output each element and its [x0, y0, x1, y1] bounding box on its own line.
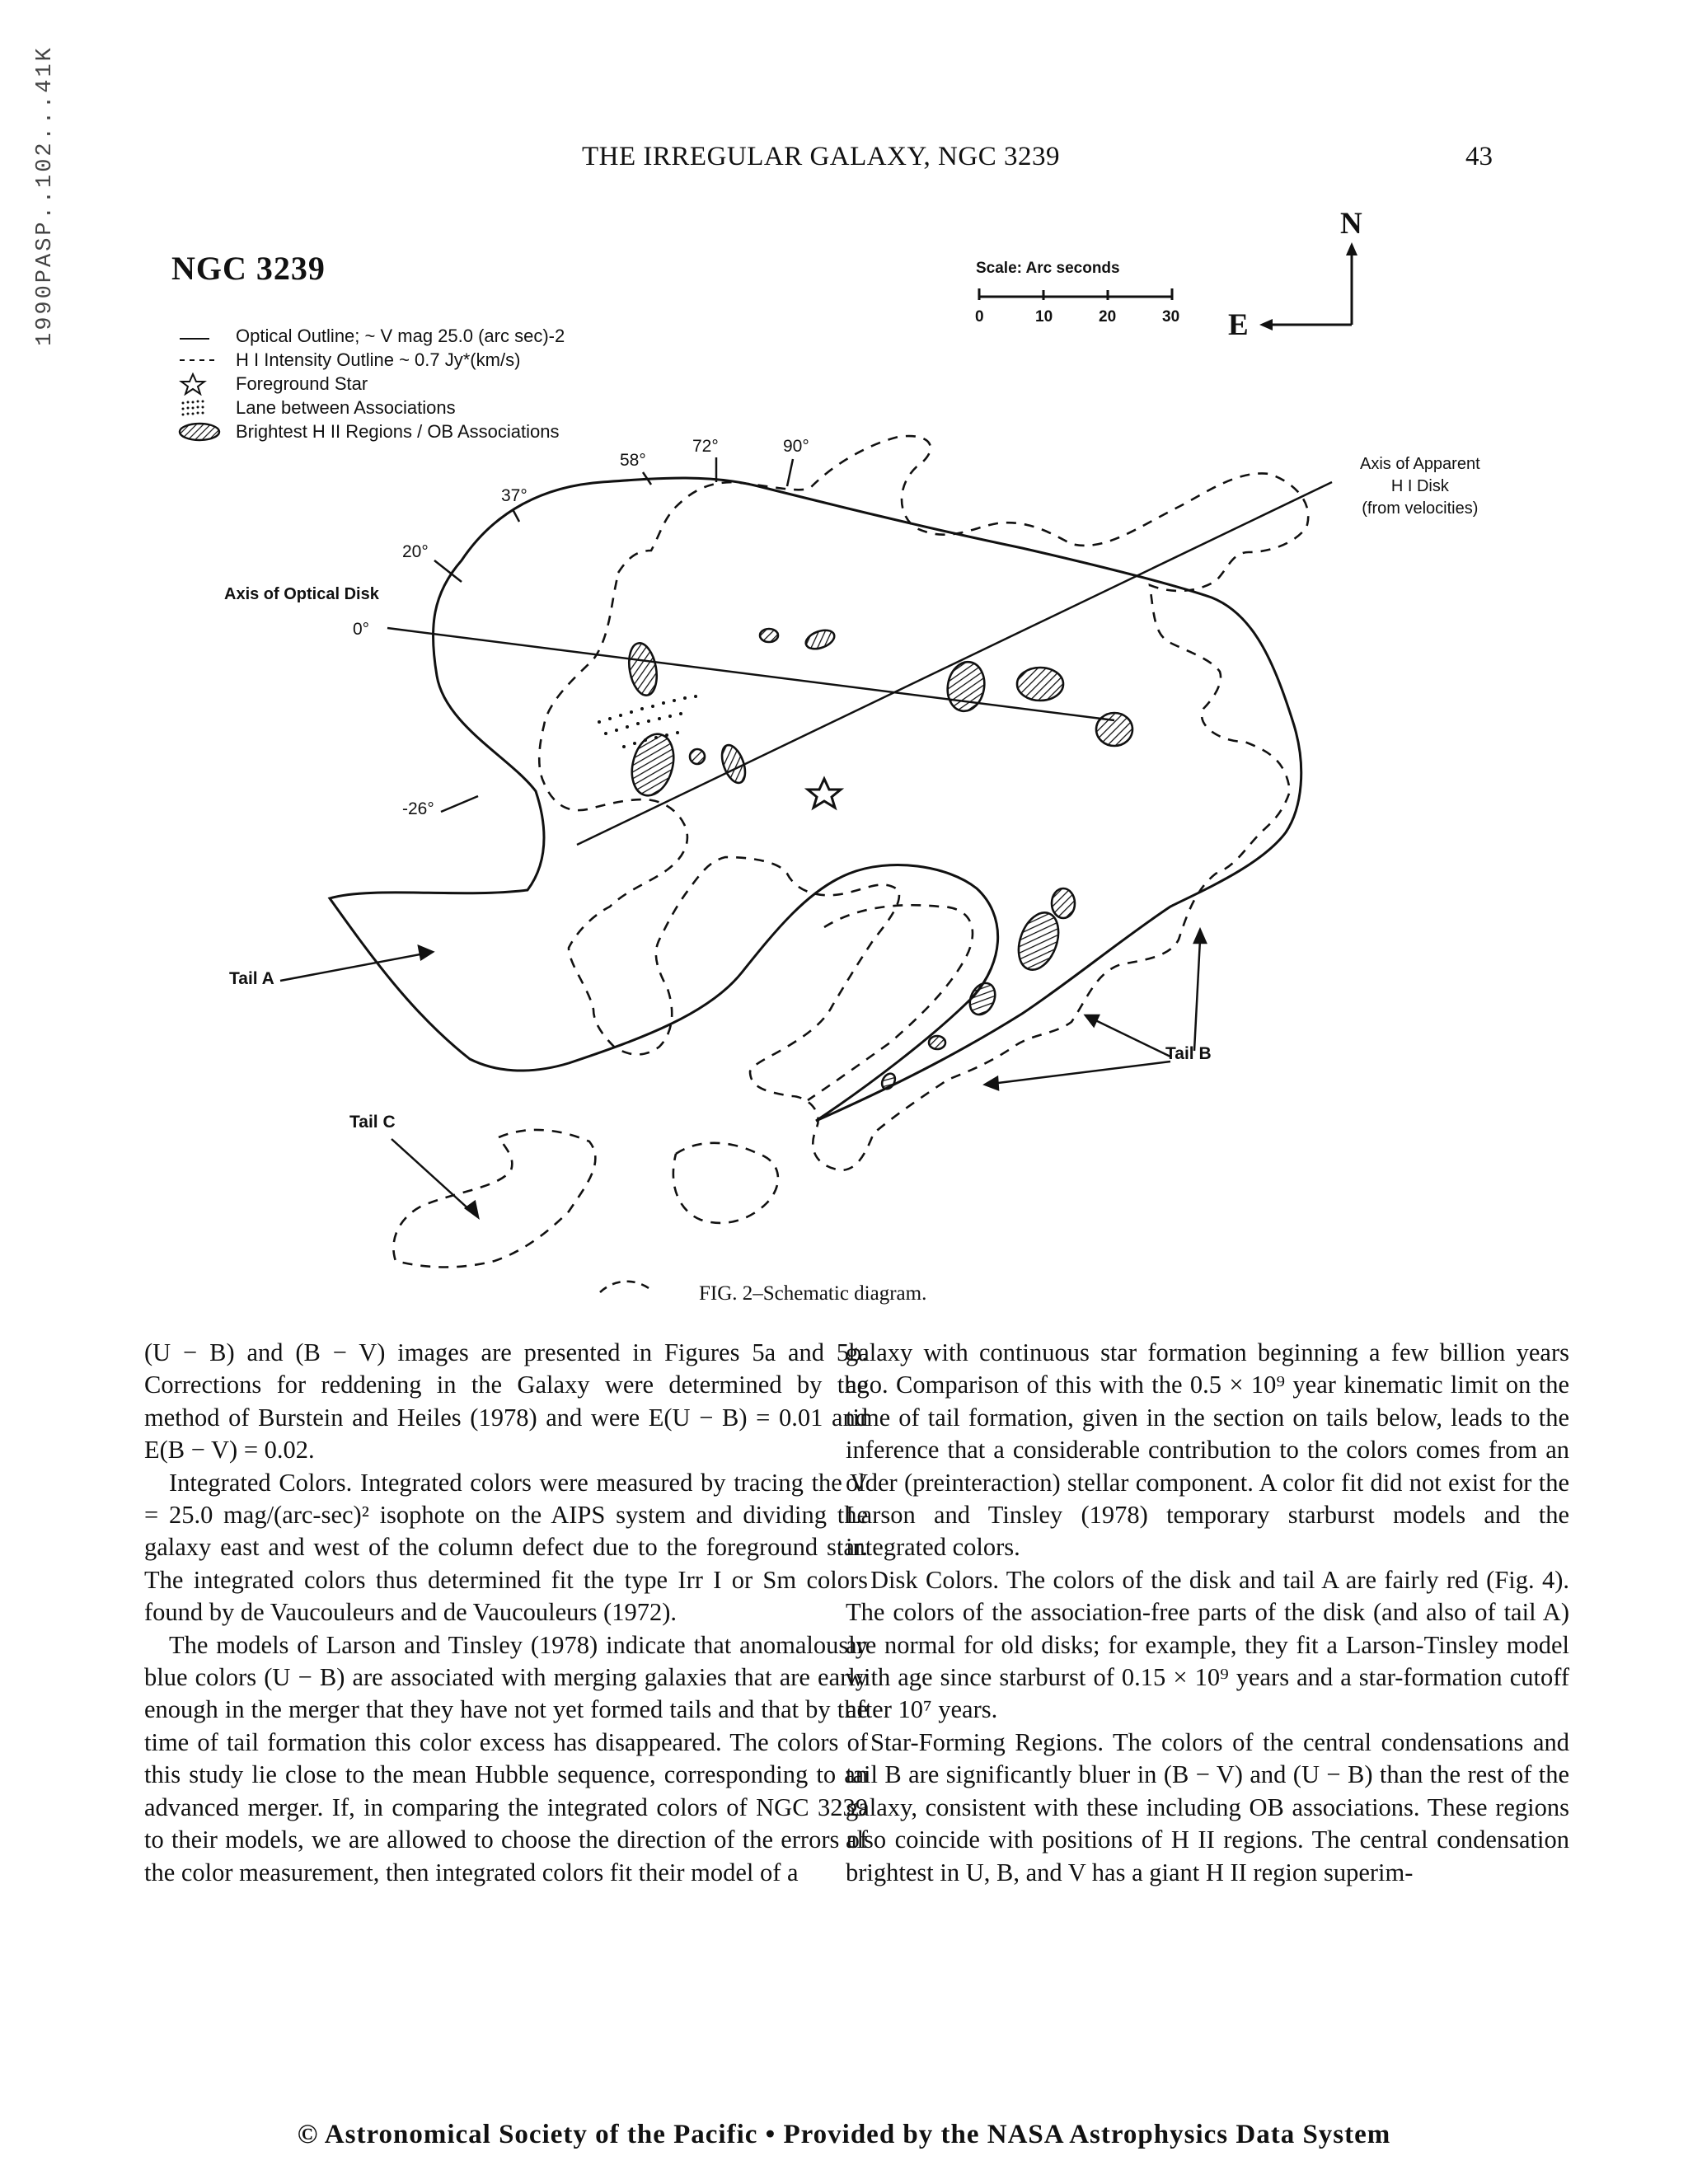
paragraph: galaxy with continuous star formation beginning a few billion years ago. Comparison of this with the 0.5 × 10⁹ year kinematic limit on the time of tail formation, given in the section on tails below, leads to the inference that a considerable contribution to the colors comes from an older (preinteraction) stellar component. A color fit did not exist for the Larson and Tinsley (1978) temporary starburst models and the integrated colors.	[846, 1338, 1569, 1562]
scale-tick: 30	[1162, 308, 1180, 326]
tail-b-label: Tail B	[1165, 1044, 1212, 1063]
legend-label: Optical Outline; ~ V mag 25.0 (arc sec)-2	[236, 325, 565, 346]
legend-label: Lane between Associations	[236, 396, 456, 418]
tail-a-label: Tail A	[229, 969, 274, 988]
optical-disk-axis	[387, 628, 1114, 720]
page-number: 43	[1465, 142, 1493, 171]
angle-label: 37°	[501, 486, 528, 505]
paragraph: Star-Forming Regions. The colors of the central condensations and tail B are significantly bluer in (B − V) and (U − B) than the rest of the galaxy, consistent with these including OB associations. These regions also coincide with positions of H II regions. The central condensation brightest in U, B, and V has a giant H II region superim-	[846, 1727, 1569, 1886]
hii-region	[1052, 888, 1075, 918]
compass-north-label: N	[1340, 207, 1362, 241]
angle-label: 0°	[353, 620, 370, 639]
footer-credit: © Astronomical Society of the Pacific • Provided by the NASA Astrophysics Data System	[297, 2120, 1391, 2149]
scale-tick: 10	[1035, 308, 1053, 326]
angle-label: 72°	[692, 437, 719, 456]
hii-region	[718, 742, 750, 785]
foreground-star-icon	[808, 779, 841, 808]
hii-region	[929, 1036, 945, 1049]
legend-label: Brightest H II Regions / OB Associations	[236, 420, 560, 442]
right-column	[846, 1337, 1569, 1889]
running-title: THE IRREGULAR GALAXY, NGC 3239	[582, 142, 1060, 171]
legend-label: H I Intensity Outline ~ 0.7 Jy*(km/s)	[236, 349, 521, 370]
optical-axis-label: Axis of Optical Disk	[224, 585, 379, 603]
scale-tick: 20	[1099, 308, 1117, 326]
hi-outline-inner	[808, 905, 973, 1100]
bibcode-side-id: 1990PASP..102...41K	[33, 45, 58, 346]
hii-region	[804, 626, 837, 652]
hii-region	[1017, 668, 1063, 701]
figure-title: NGC 3239	[171, 250, 326, 287]
legend-label: Foreground Star	[236, 373, 368, 394]
hi-outline-loop	[673, 1143, 778, 1223]
hii-region	[626, 641, 661, 698]
hi-disk-axis	[577, 482, 1332, 845]
paragraph: Disk Colors. The colors of the disk and tail A are fairly red (Fig. 4). The colors of the association-free parts of the disk (and also of tail A) are normal for old disks; for example, they fit a Larson-Tinsley model with age since starburst of 0.15 × 10⁹ years and a star-formation cutoff after 10⁷ years.	[846, 1565, 1569, 1724]
hi-axis-label: Axis of Apparent H I Disk (from velocities)	[1360, 455, 1480, 518]
hii-region	[626, 729, 680, 800]
scale-title: Scale: Arc seconds	[976, 260, 1120, 277]
angle-label: 90°	[783, 437, 809, 456]
hii-region	[760, 629, 778, 642]
tail-c-label: Tail C	[349, 1113, 396, 1132]
tail-c-hi-outline	[393, 1130, 595, 1268]
paragraph: Integrated Colors. Integrated colors were measured by tracing the V = 25.0 mag/(arc-sec)² isophote on the AIPS system and dividing the galaxy east and west of the column defect due to the foreground star. The integrated colors thus determined fit the type Irr I or Sm colors found by de Vaucouleurs and de Vaucouleurs (1972).	[144, 1468, 868, 1627]
left-column	[144, 1337, 868, 1889]
angle-label: 20°	[402, 542, 429, 561]
angle-label: 58°	[620, 451, 646, 470]
hii-region	[1096, 713, 1132, 746]
scale-tick: 0	[975, 308, 984, 326]
hii-region	[690, 749, 705, 764]
paragraph: The models of Larson and Tinsley (1978) indicate that anomalously blue colors (U − B) are associated with merging galaxies that are early enough in the merger that they have not yet formed tails and that by the time of tail formation this color excess has disappeared. The colors of this study lie close to the mean Hubble sequence, corresponding to an advanced merger. If, in comparing the integrated colors of NGC 3239 to their models, we are allowed to choose the direction of the errors of the color measurement, then integrated colors fit their model of a	[144, 1630, 868, 1886]
hii-region	[944, 659, 988, 715]
compass-east-label: E	[1228, 308, 1249, 342]
angle-label: -26°	[402, 799, 434, 818]
figure-caption: FIG. 2–Schematic diagram.	[699, 1282, 927, 1305]
hii-region	[965, 979, 1000, 1019]
paragraph: (U − B) and (B − V) images are presented in Figures 5a and 5b. Corrections for reddening in the Galaxy were determined by the method of Burstein and Heiles (1978) and were E(U − B) = 0.01 and E(B − V) = 0.02.	[144, 1338, 868, 1465]
hi-outline-fragment	[600, 1282, 651, 1292]
